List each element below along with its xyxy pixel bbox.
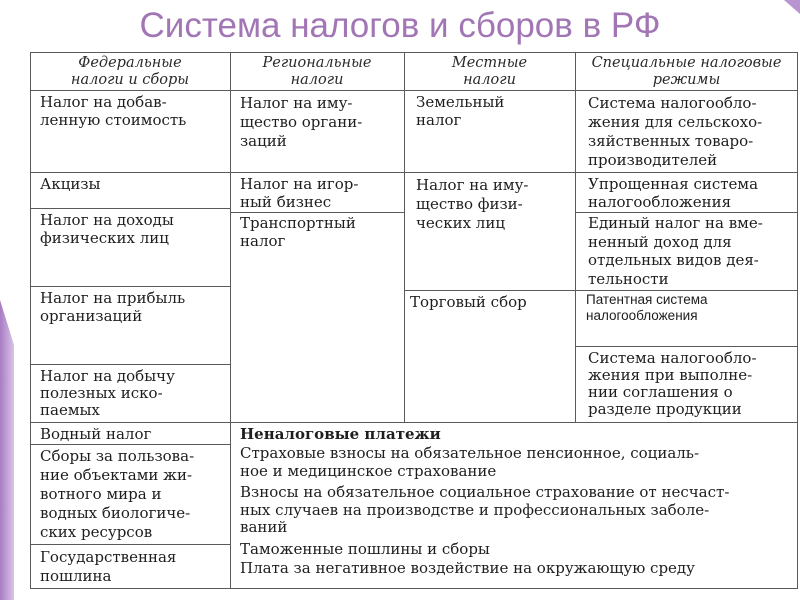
header-special: Специальные налоговые режимы bbox=[591, 55, 782, 88]
non-tax-item: Взносы на обязательное социальное страхование от несчаст- ных случаев на производстве и профессиональных заболе- ваний bbox=[240, 483, 730, 536]
special-regime-item: Единый налог на вме- ненный доход для отдельных видов дея- тельности bbox=[588, 214, 763, 288]
local-tax-item: Налог на иму- щество физи- ческих лиц bbox=[416, 176, 529, 232]
non-tax-top-border bbox=[230, 422, 798, 423]
special-regime-item: Упрощенная система налогообложения bbox=[588, 175, 759, 211]
federal-tax-item: Государственная пошлина bbox=[40, 548, 177, 585]
non-tax-item: Страховые взносы на обязательное пенсионное, социаль- ное и медицинское страхование bbox=[240, 444, 700, 480]
federal-row-line bbox=[30, 286, 230, 287]
local-tax-item: Торговый сбор bbox=[410, 293, 527, 311]
regional-row-line bbox=[230, 172, 404, 173]
special-row-line bbox=[575, 212, 798, 213]
header-regional: Региональные налоги bbox=[262, 55, 372, 88]
table-border-bottom bbox=[30, 588, 798, 589]
non-tax-title: Неналоговые платежи bbox=[240, 425, 441, 443]
special-row-line bbox=[575, 290, 798, 291]
non-tax-item: Плата за негативное воздействие на окружающую среду bbox=[240, 559, 695, 577]
special-regime-item: Система налогообло- жения при выполне- нии соглашения о разделе продукции bbox=[588, 349, 757, 418]
federal-row-line bbox=[30, 444, 230, 445]
page-title: Система налогов и сборов в РФ bbox=[139, 6, 661, 45]
header-local: Местные налоги bbox=[451, 55, 528, 88]
regional-tax-item: Транспортный налог bbox=[240, 214, 356, 250]
federal-tax-item: Водный налог bbox=[40, 425, 152, 443]
table-border-left bbox=[30, 52, 31, 589]
federal-tax-item: Налог на прибыль организаций bbox=[40, 289, 186, 325]
regional-tax-item: Налог на иму- щество органи- заций bbox=[240, 94, 363, 150]
special-row-line bbox=[575, 346, 798, 347]
federal-tax-item: Налог на добав- ленную стоимость bbox=[40, 93, 187, 129]
table-border-right bbox=[797, 52, 798, 589]
federal-tax-item: Налог на доходы физических лиц bbox=[40, 211, 174, 247]
column-divider-3 bbox=[575, 52, 576, 422]
regional-row-line bbox=[230, 212, 404, 213]
local-row-line bbox=[404, 172, 575, 173]
decorative-left-accent bbox=[0, 300, 14, 600]
column-divider-2 bbox=[404, 52, 405, 422]
column-divider-1 bbox=[230, 52, 231, 589]
regional-tax-item: Налог на игор- ный бизнес bbox=[240, 175, 359, 211]
local-row-line bbox=[404, 290, 575, 291]
federal-row-line bbox=[30, 208, 230, 209]
federal-tax-item: Сборы за пользова- ние объектами жи- вотного мира и водных биологиче- ских ресурсов bbox=[40, 447, 195, 541]
special-row-line bbox=[575, 172, 798, 173]
tax-system-table bbox=[30, 52, 798, 590]
special-regime-item: Система налогообло- жения для сельскохо- зяйственных товаро- производителей bbox=[588, 94, 763, 169]
federal-tax-item: Акцизы bbox=[40, 175, 101, 193]
non-tax-item: Таможенные пошлины и сборы bbox=[240, 540, 490, 558]
federal-row-line bbox=[30, 544, 230, 545]
federal-row-line bbox=[30, 364, 230, 365]
federal-tax-item: Налог на добычу полезных иско- паемых bbox=[40, 367, 175, 419]
header-federal: Федеральные налоги и сборы bbox=[70, 55, 190, 88]
federal-row-line bbox=[30, 172, 230, 173]
federal-row-line bbox=[30, 422, 230, 423]
local-tax-item: Земельный налог bbox=[416, 93, 505, 129]
table-border-top bbox=[30, 52, 798, 53]
special-regime-item: Патентная система налогообложения bbox=[586, 292, 708, 323]
header-divider bbox=[30, 90, 798, 91]
